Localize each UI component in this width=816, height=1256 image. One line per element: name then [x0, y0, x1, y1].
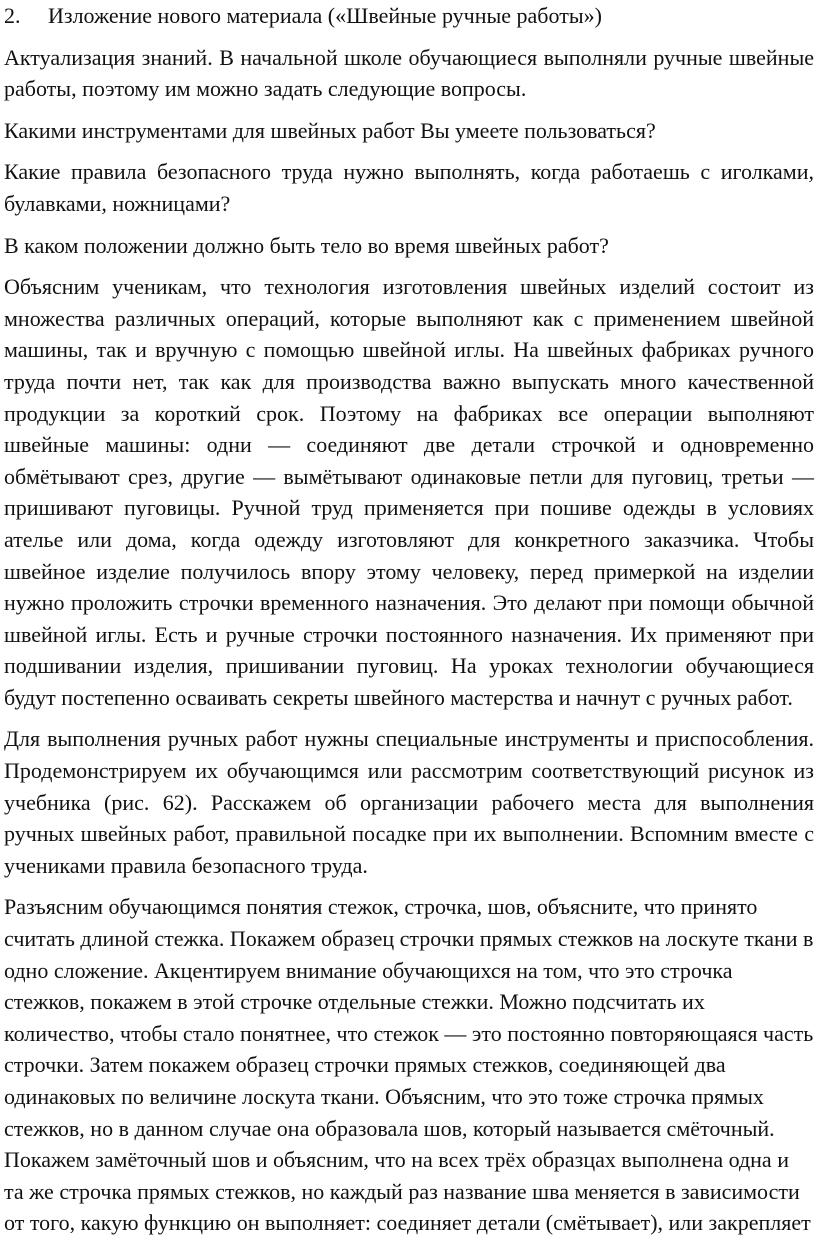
- section-number: 2.: [4, 3, 21, 28]
- paragraph-technology-explanation: Объясним ученикам, что технология изготовления швейных изделий состоит из множества различных операций, которые выполняют как с применением швейной машины, так и вручную с помощью швейной иглы. На швейных фабриках ручного труда почти нет, так как для производства важно выпускать много качественной продукции за короткий срок. Поэтому на фабриках все операции выполняют швейные машины: одни — соединяют две детали строчкой и одновременно обмётывают срез, другие — вымётывают одинаковые петли для пуговиц, третьи — пришивают пуговицы. Ручной труд применяется при пошиве одежды в условиях ателье или дома, когда одежду изготовляют для конкретного заказчика. Чтобы швейное изделие получилось впору этому человеку, перед примеркой на изделии нужно проложить строчки временного назначения. Это делают при помощи обычной швейной иглы. Есть и ручные строчки постоянного назначения. Их применяют при подшивании изделия, пришивании пуговиц. На уроках технологии обучающиеся будут постепенно осваивать секреты швейного мастерства и начнут с ручных работ.: [4, 274, 814, 710]
- question-safety-rules: Какие правила безопасного труда нужно выполнять, когда работаешь с иголками, булавками, ножницами?: [4, 159, 814, 216]
- section-heading: [4, 0, 814, 32]
- paragraph-actualization: Актуализация знаний. В начальной школе обучающиеся выполняли ручные швейные работы, поэтому им можно задать следующие вопросы.: [4, 44, 814, 102]
- question-body-position: В каком положении должно быть тело во время швейных работ?: [4, 232, 609, 258]
- question-tools: Какими инструментами для швейных работ Вы умеете пользоваться?: [4, 117, 656, 143]
- paragraph-stitch-concepts: Разъясним обучающимся понятия стежок, строчка, шов, объясните, что принято считать длиной стежка. Покажем образец строчки прямых стежков на лоскуте ткани в одно сложение. Акцентируем внимание обучающихся на том, что это строчка стежков, покажем в этой строчке отдельные стежки. Можно подсчитать их количество, чтобы стало понятнее, что стежок — это постоянно повторяющаяся часть строчки. Затем покажем образец строчки прямых стежков, соединяющей два одинаковых по величине лоскута ткани. Объясним, что это тоже строчка прямых стежков, но в данном случае она образовала шов, который называется смёточный. Покажем замёточный шов и объясним, что на всех трёх образцах выполнена одна и та же строчка прямых стежков, но каждый раз название шва меняется в зависимости от того, какую функцию он выполняет: соединяет детали (смётывает), или закрепляет: [4, 894, 814, 1236]
- paragraph-tools-demonstration: Для выполнения ручных работ нужны специальные инструменты и приспособления. Продемонстрируем их обучающимся или рассмотрим соответствующий рисунок из учебника (рис. 62). Расскажем об организации рабочего места для выполнения ручных швейных работ, правильной посадке при их выполнении. Вспомним вместе с учениками правила безопасного труда.: [4, 726, 814, 878]
- section-title: Изложение нового материала («Швейные ручные работы»): [48, 3, 602, 28]
